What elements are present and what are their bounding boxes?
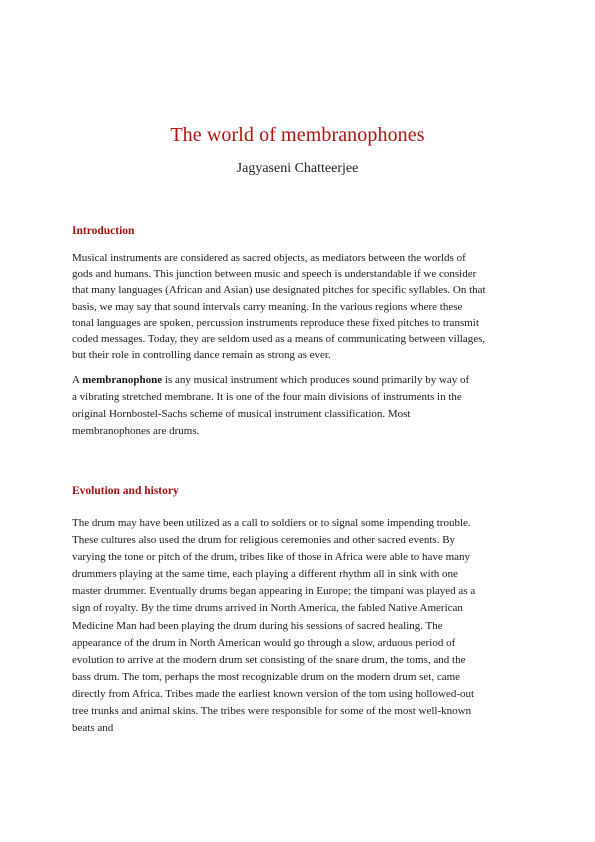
document-title: The world of membranophones [170, 124, 425, 146]
text-line: Musical instruments are considered as sacred objects, as mediators between the worlds of [72, 252, 466, 264]
text-line: beats and [72, 722, 114, 735]
paragraph-intro-2 [72, 372, 532, 440]
text-line: Medicine Man had been playing the drum during his sessions of sacred healing. The [72, 619, 443, 632]
text-line: drummers playing at the same time, each playing a different rhythm all in sink with one [72, 568, 458, 581]
text-line: varying the tone or pitch of the drum, tribes like of those in Africa were able to have many [72, 551, 471, 564]
text-line: that many languages (African and Asian) use designated pitches for specific syllables. On that [72, 284, 486, 297]
text-line: evolution to arrive at the modern drum set consisting of the snare drum, the toms, and the [72, 653, 466, 666]
text-line: but their role in controlling dance remain as strong as ever. [72, 349, 331, 362]
text-line: a vibrating stretched membrane. It is one of the four main divisions of instruments in the [72, 391, 462, 404]
text-line: appearance of the drum in North American would go through a slow, arduous period of [72, 636, 456, 649]
text-line: original Hornbostel-Sachs scheme of musical instrument classification. Most [72, 408, 411, 421]
text-line: The drum may have been utilized as a call to soldiers or to signal some impending trouble. [72, 517, 471, 529]
text-line: coded messages. Today, they are seldom used as a means of communicating between villages, [72, 333, 486, 346]
text-line: basis, we may say that sound intervals carry meaning. In the various regions where these [72, 300, 463, 313]
term-membranophone: membranophone [82, 374, 163, 386]
text-line [72, 372, 532, 389]
text-line: These cultures also used the drum for religious ceremonies and other sacred events. By [72, 534, 456, 547]
document-author: Jagyaseni Chatteerjee [236, 161, 359, 176]
text-line: bass drum. The tom, perhaps the most recognizable drum on the modern drum set, came [72, 670, 461, 683]
text-line: directly from Africa. Tribes made the earliest known version of the tom using hollowed-out [72, 687, 475, 700]
text-line: gods and humans. This junction between music and speech is understandable if we consider [72, 268, 477, 281]
text-line: tree trunks and animal skins. The tribes were responsible for some of the most well-known [72, 705, 472, 718]
section-heading-introduction: Introduction [72, 225, 135, 237]
text-line: sign of royalty. By the time drums arrived in North America, the fabled Native American [72, 602, 463, 615]
paragraph-intro-1 [72, 250, 532, 363]
text-run: A [72, 374, 83, 386]
text-line: tonal languages are spoken, percussion instruments reproduce these fixed pitches to transmit [72, 316, 479, 329]
text-line: membranophones are drums. [72, 425, 200, 438]
text-run: is any musical instrument which produces sound primarily by way of [162, 374, 470, 386]
paragraph-evolution-1 [72, 515, 532, 737]
section-heading-evolution: Evolution and history [72, 485, 179, 497]
text-line: master drummer. Eventually drums began appearing in Europe; the timpani was played as a [72, 585, 476, 598]
